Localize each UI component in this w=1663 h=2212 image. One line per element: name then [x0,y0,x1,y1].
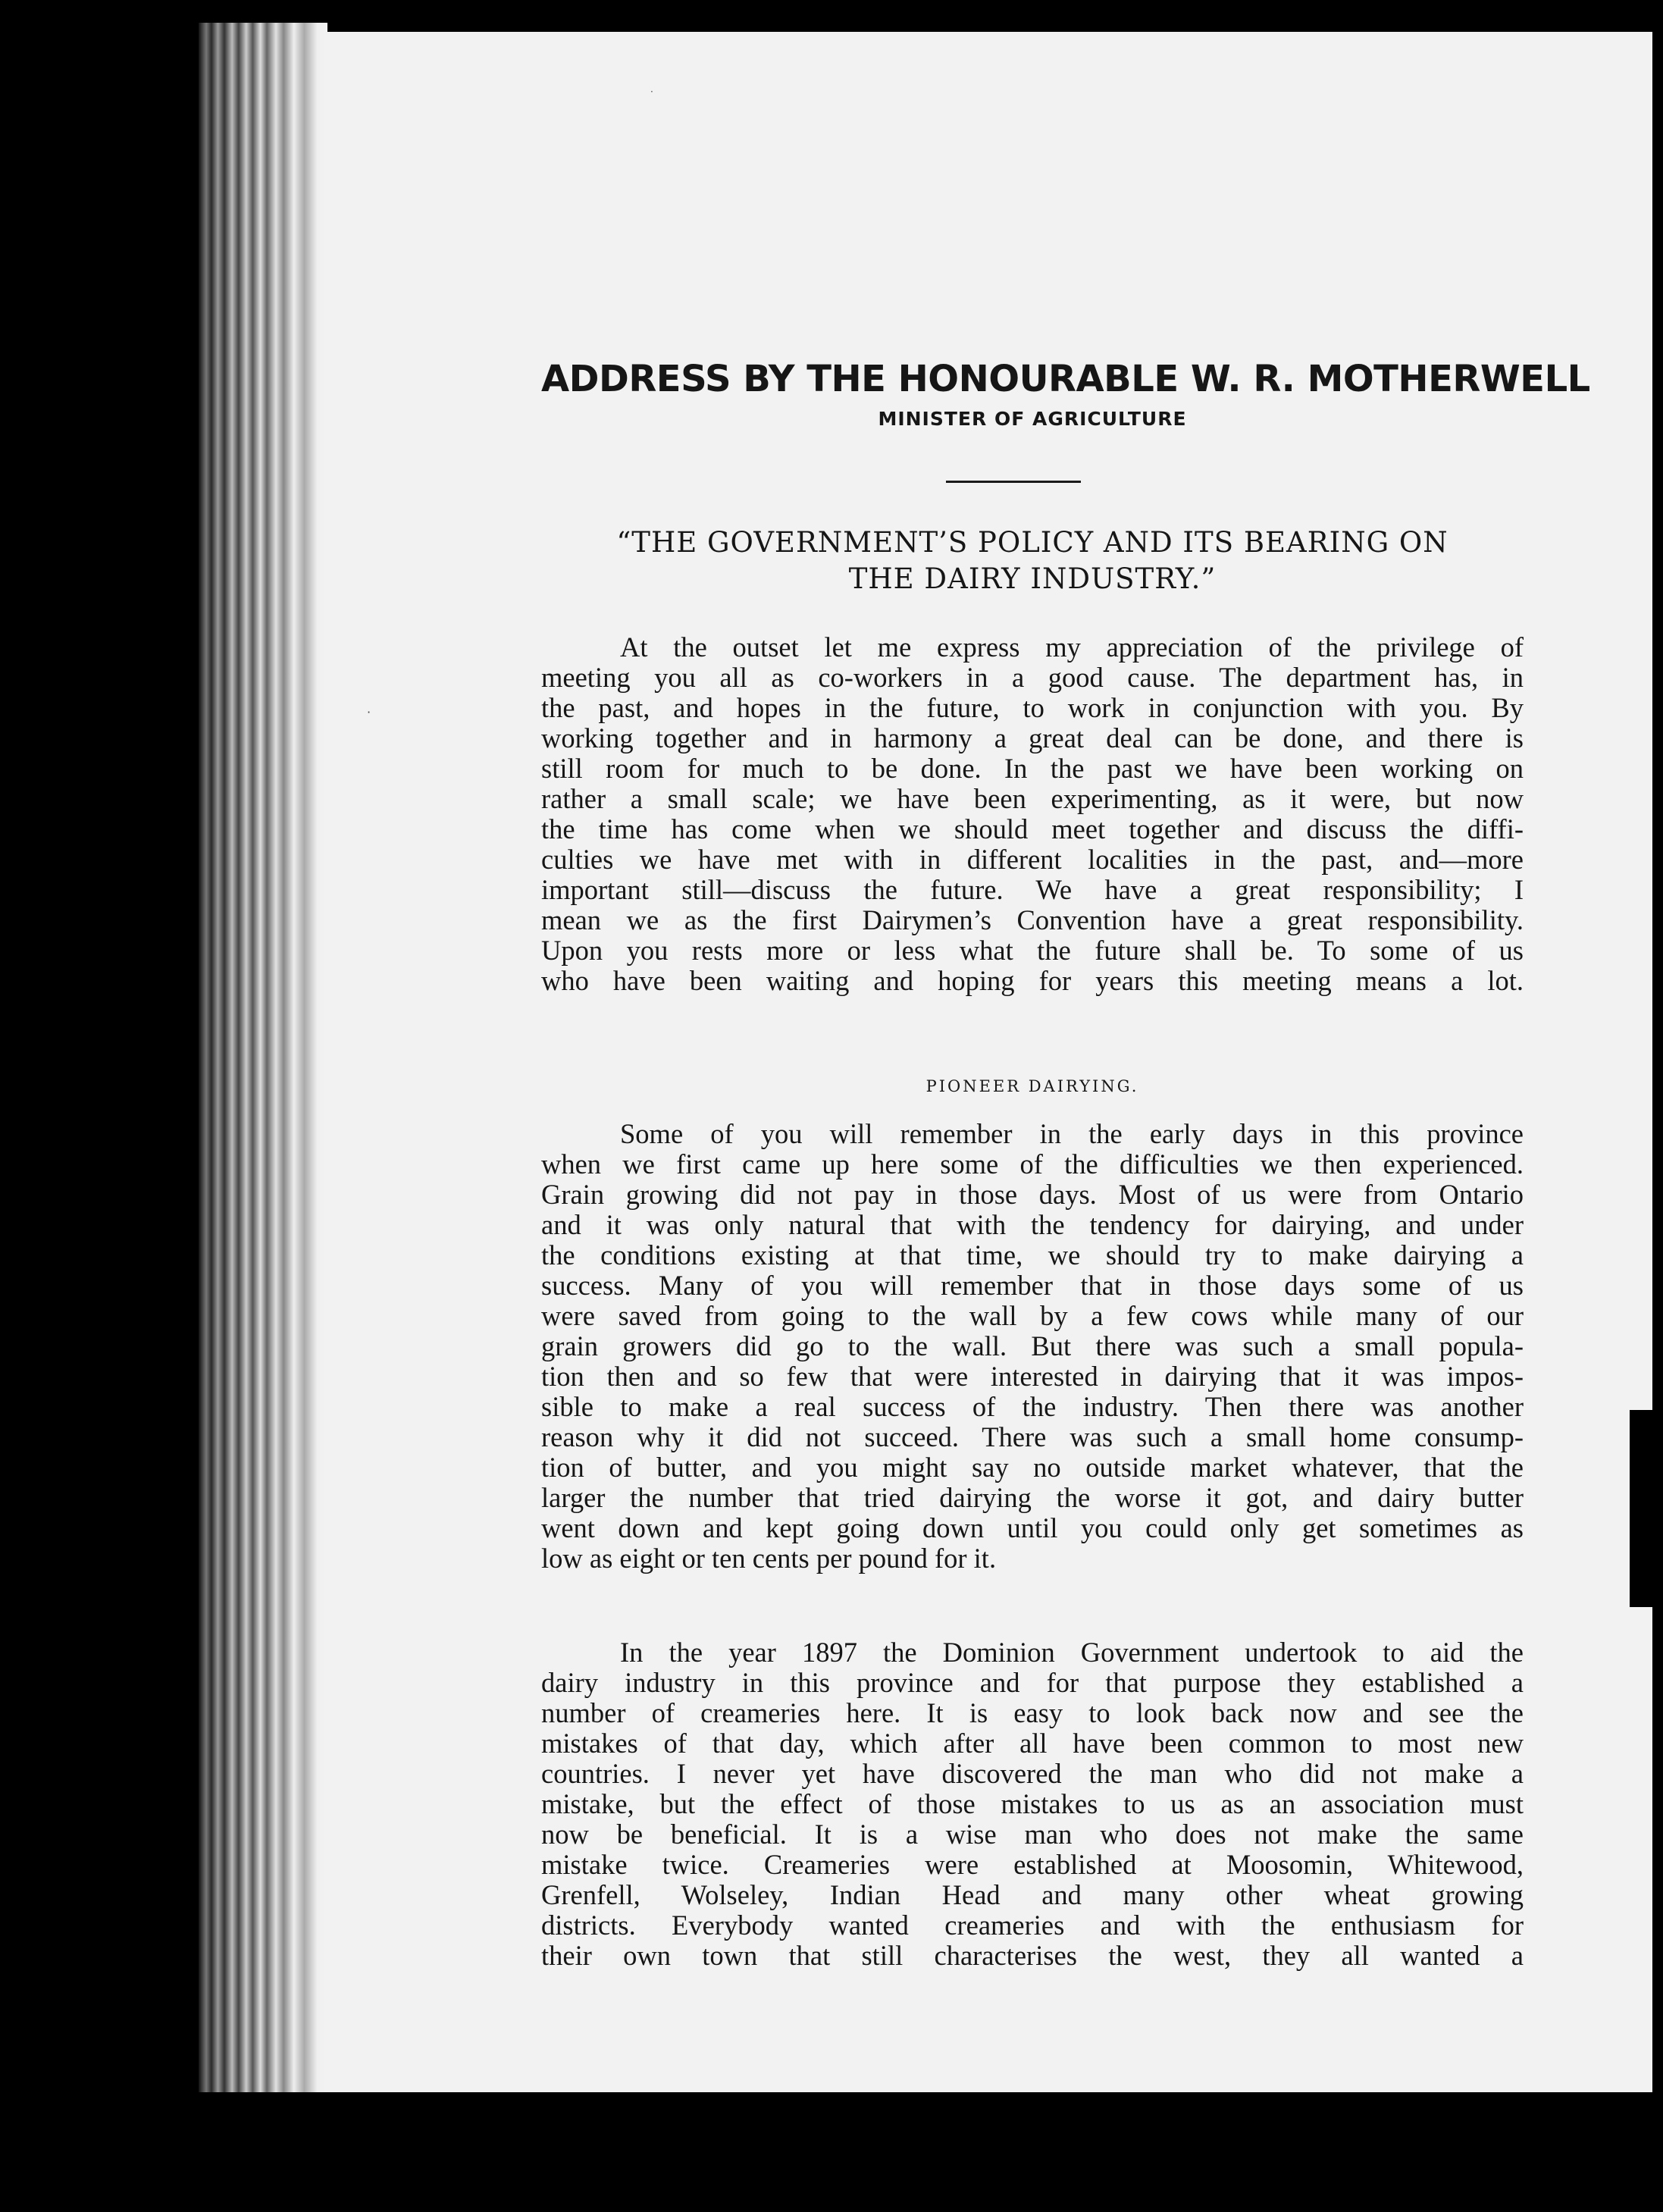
text-line: mistakes of that day, which after all have been common to most new [541,1728,1524,1759]
text-line: dairy industry in this province and for that purpose they established a [541,1667,1524,1698]
section-paragraph-1 [541,1119,1524,1574]
text-line: who have been waiting and hoping for years this meeting means a lot. [541,965,1524,996]
text-line: mistake, but the effect of those mistakes to us as an association must [541,1788,1524,1819]
book-spine-shadow [199,23,327,2092]
text-line: countries. I never yet have discovered the man who did not make a [541,1758,1524,1789]
text-line: the past, and hopes in the future, to work in conjunction with you. By [541,692,1524,723]
text-line: went down and kept going down until you could only get sometimes as [541,1512,1524,1543]
text-line: reason why it did not succeed. There was such a small home consump- [541,1421,1524,1452]
text-line: number of creameries here. It is easy to look back now and see the [541,1697,1524,1728]
text-line: meeting you all as co-workers in a good cause. The department has, in [541,662,1524,693]
text-line: rather a small scale; we have been experimenting, as it were, but now [541,783,1524,814]
text-line: the time has come when we should meet together and discuss the diffi- [541,813,1524,844]
text-line: tion of butter, and you might say no outside market whatever, that the [541,1452,1524,1483]
document-title: ADDRESS BY THE HONOURABLE W. R. MOTHERWELL [541,358,1590,400]
text-line: the conditions existing at that time, we should try to make dairying a [541,1239,1524,1270]
text-line: Grenfell, Wolseley, Indian Head and many other wheat growing [541,1879,1524,1910]
document-subtitle: MINISTER OF AGRICULTURE [878,408,1187,430]
address-heading [541,525,1524,597]
text-line: Upon you rests more or less what the future shall be. To some of us [541,935,1524,966]
page-edge-shadow [1630,1410,1652,1607]
text-line: In the year 1897 the Dominion Government undertook to aid the [620,1637,1524,1668]
text-line: their own town that still characterises the west, they all wanted a [541,1940,1524,1971]
text-line: districts. Everybody wanted creameries and with the enthusiasm for [541,1910,1524,1941]
text-line: grain growers did go to the wall. But there was such a small popula- [541,1330,1524,1361]
text-line: success. Many of you will remember that in those days some of us [541,1270,1524,1301]
text-line: working together and in harmony a great deal can be done, and there is [541,722,1524,754]
text-line: Grain growing did not pay in those days. Most of us were from Ontario [541,1179,1524,1210]
text-line: Some of you will remember in the early days in this province [620,1118,1524,1149]
text-line: tion then and so few that were interested in dairying that it was impos- [541,1361,1524,1392]
text-line: sible to make a real success of the industry. Then there was another [541,1391,1524,1422]
title-divider [946,481,1081,483]
text-line: larger the number that tried dairying the worse it got, and dairy butter [541,1482,1524,1513]
text-line: mean we as the first Dairymen’s Convention have a great responsibility. [541,904,1524,935]
heading-line: “THE GOVERNMENT’S POLICY AND ITS BEARING ON [616,526,1448,559]
section-heading: PIONEER DAIRYING. [925,1077,1139,1095]
page-speck: · [367,705,371,719]
text-line: culties we have met with in different localities in the past, and—more [541,844,1524,875]
text-line: mistake twice. Creameries were established at Moosomin, Whitewood, [541,1849,1524,1880]
heading-line: THE DAIRY INDUSTRY.” [848,562,1217,595]
text-line: At the outset let me express my appreciation of the privilege of [620,631,1524,663]
intro-paragraph [541,632,1524,996]
section-paragraph-2 [541,1637,1524,1971]
text-line: and it was only natural that with the tendency for dairying, and under [541,1209,1524,1240]
text-line: when we first came up here some of the difficulties we then experienced. [541,1148,1524,1180]
text-line: low as eight or ten cents per pound for it. [541,1543,997,1574]
text-line: still room for much to be done. In the past we have been working on [541,753,1524,784]
text-line: were saved from going to the wall by a few cows while many of our [541,1300,1524,1331]
text-line: now be beneficial. It is a wise man who does not make the same [541,1819,1524,1850]
text-line: important still—discuss the future. We have a great responsibility; I [541,874,1524,905]
page-speck: · [650,86,653,97]
